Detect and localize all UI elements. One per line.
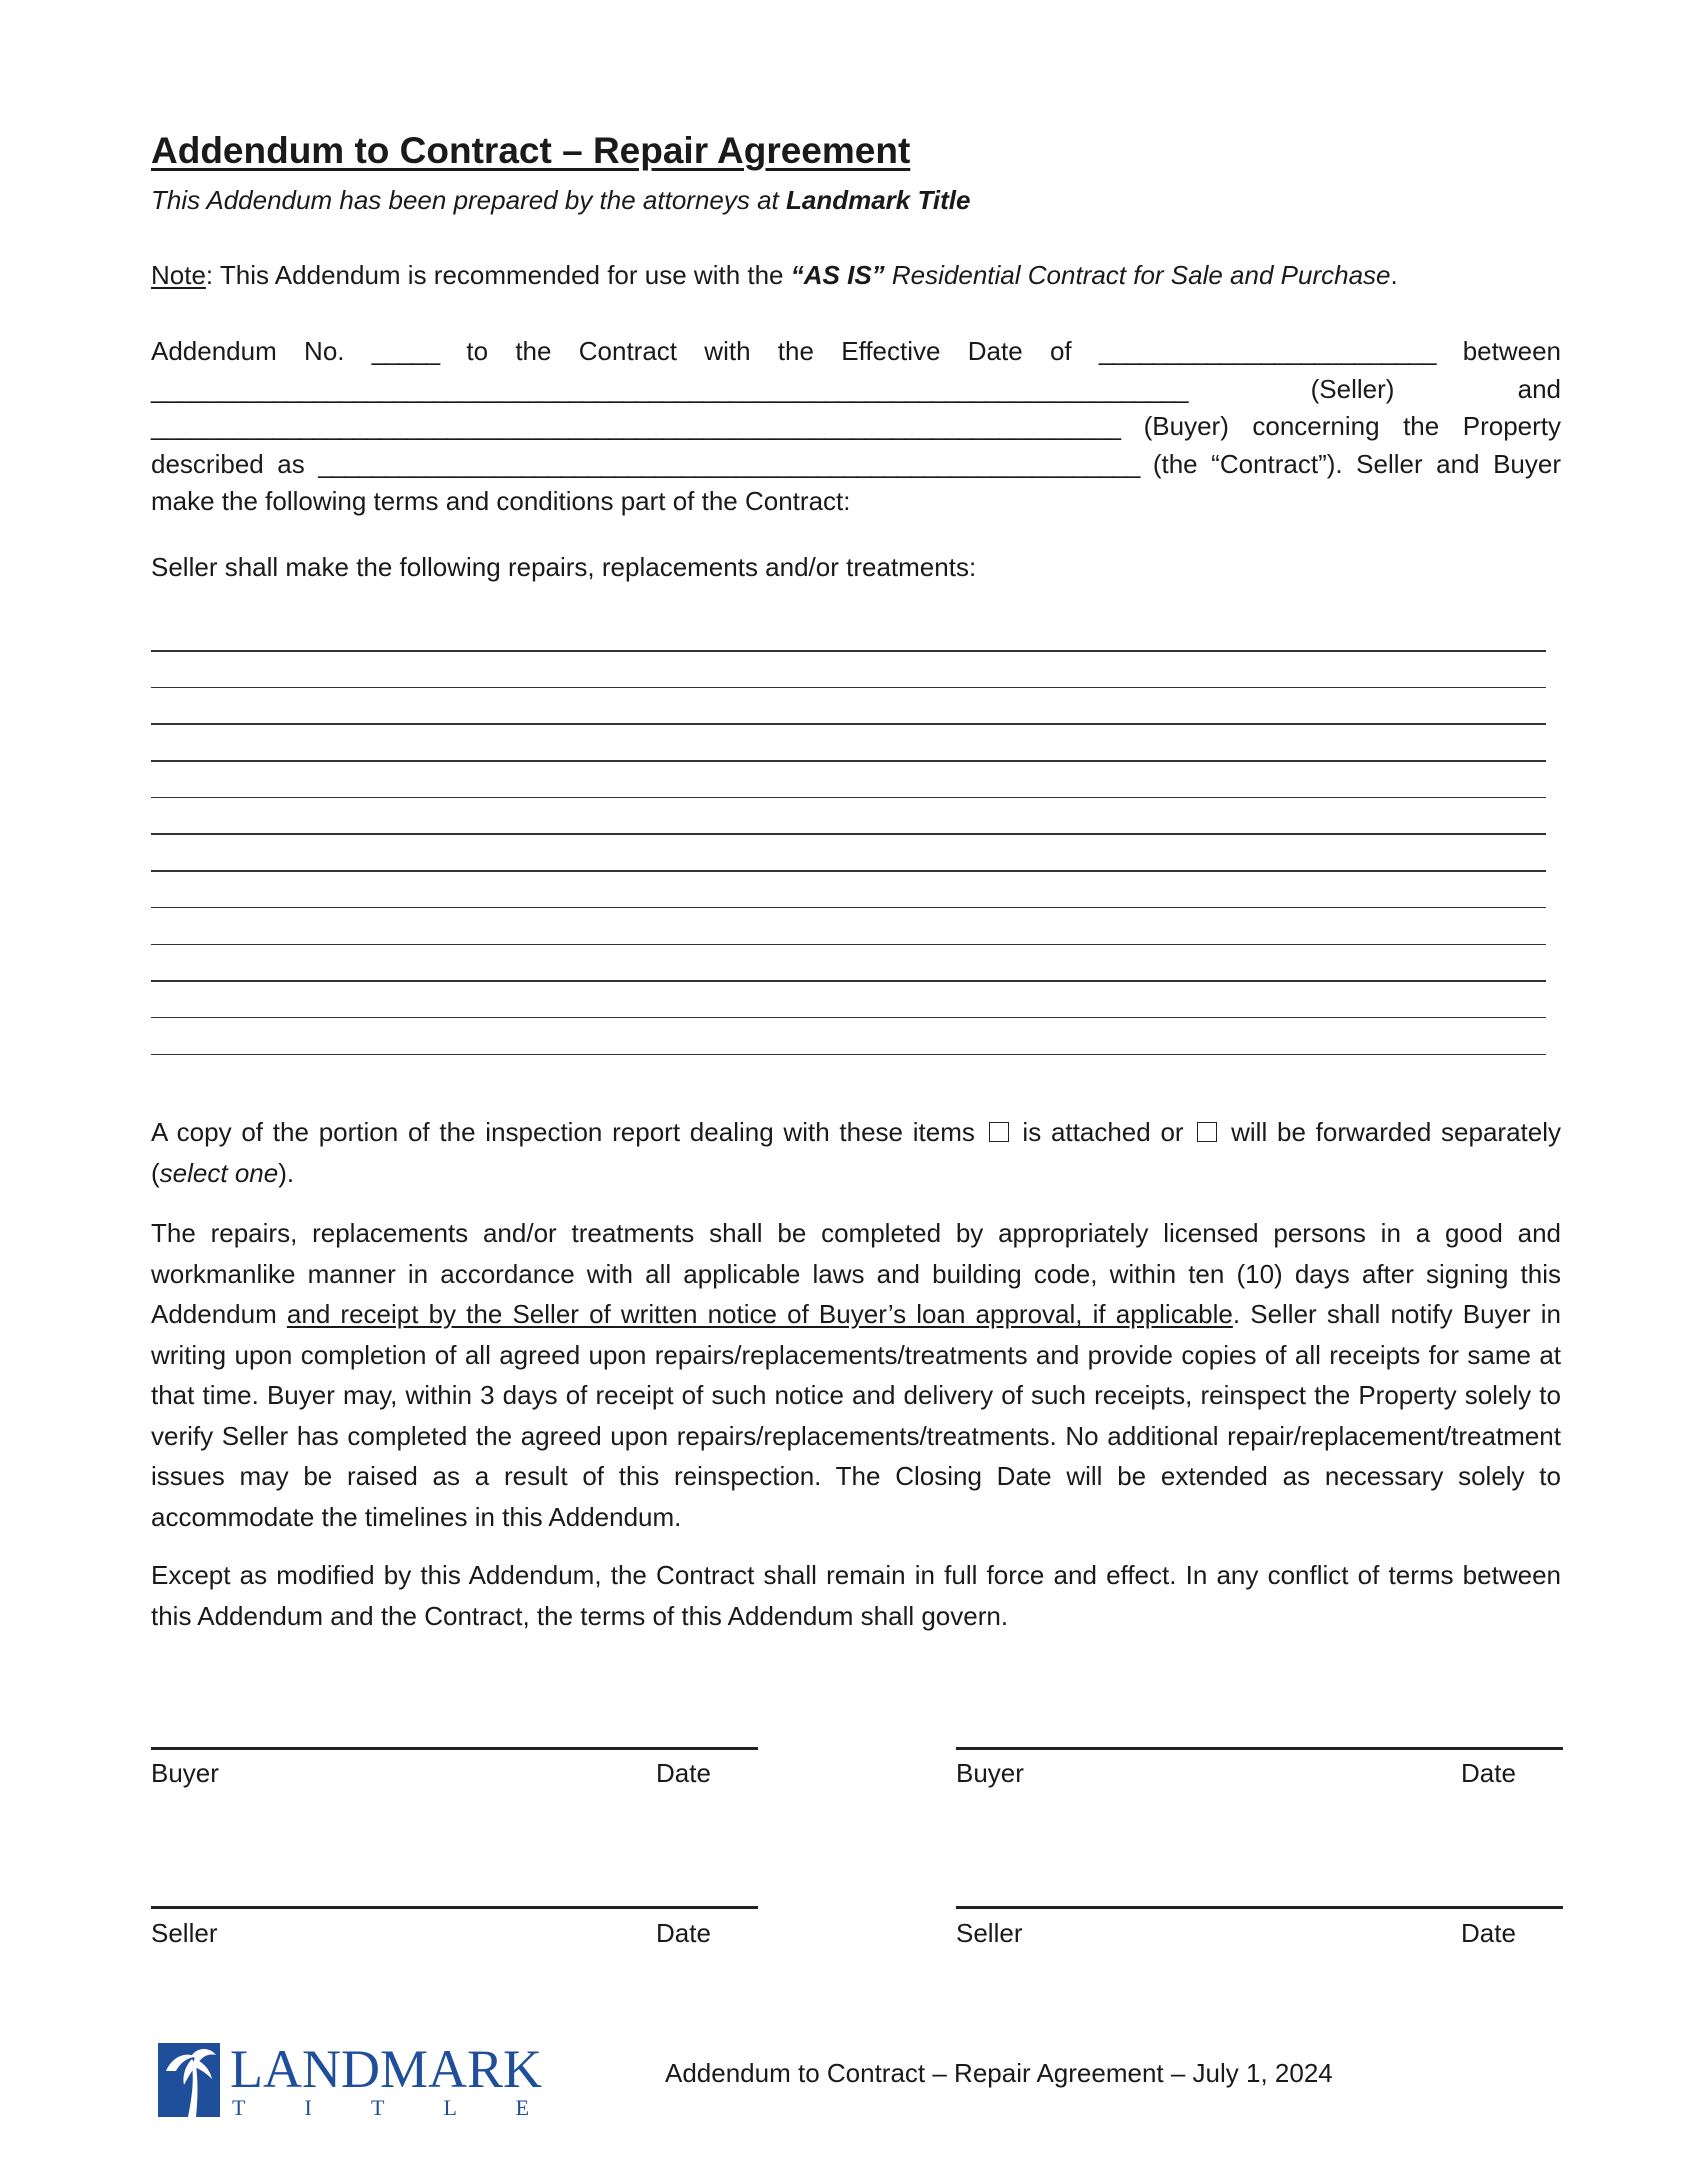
select-one-label: select one	[159, 1158, 279, 1188]
note-label: Note	[151, 260, 206, 290]
as-is-label: “AS IS”	[790, 260, 885, 290]
repair-line[interactable]	[151, 687, 1546, 689]
intro-text: Addendum No.	[151, 336, 372, 366]
contract-name: Residential Contract for Sale and Purchase	[884, 260, 1391, 290]
note-end: .	[1390, 260, 1398, 290]
repair-line[interactable]	[151, 760, 1546, 762]
repairs-heading: Seller shall make the following repairs, replacements and/or treatments:	[151, 552, 977, 582]
buyer-label-2: Buyer	[956, 1758, 1024, 1788]
seller-label-1: Seller	[151, 1918, 218, 1948]
logo-sub: T I T L E	[232, 2095, 557, 2117]
loan-approval-clause: and receipt by the Seller of written notice of Buyer’s loan approval, if applicable	[286, 1299, 1233, 1329]
date-label: Date	[656, 1758, 711, 1788]
repair-line[interactable]	[151, 1017, 1546, 1019]
repairs-paragraph	[151, 1213, 1561, 1537]
date-label: Date	[1461, 1918, 1516, 1948]
logo-name: LANDMARK	[230, 2039, 543, 2099]
repair-line[interactable]	[151, 980, 1546, 982]
repair-line[interactable]	[151, 650, 1546, 652]
note	[151, 260, 1398, 291]
firm-name: Landmark Title	[786, 185, 971, 215]
note-text: : This Addendum is recommended for use with the	[205, 260, 791, 290]
landmark-title-logo	[158, 2035, 563, 2117]
subtitle	[151, 185, 970, 216]
repair-line[interactable]	[151, 833, 1546, 835]
date-label: Date	[1461, 1758, 1516, 1788]
repair-line[interactable]	[151, 944, 1546, 946]
buyer-label-1: Buyer	[151, 1758, 219, 1788]
buyer-signature-line-2[interactable]	[956, 1747, 1563, 1750]
footer: Addendum to Contract – Repair Agreement – July 1, 2024	[665, 2058, 1333, 2088]
intro-text: (Seller) and	[1187, 373, 1561, 404]
subtitle-prefix: This Addendum has been prepared by the attorneys at	[151, 185, 786, 215]
seller-label-2: Seller	[956, 1918, 1023, 1948]
repair-line[interactable]	[151, 907, 1546, 909]
date-label: Date	[656, 1918, 711, 1948]
copy-text: A copy of the portion of the inspection report dealing with these items	[151, 1117, 985, 1147]
repair-line[interactable]	[151, 1054, 1546, 1056]
intro-text: (Buyer) concerning the Property described as	[151, 411, 1561, 479]
intro-text: between	[1435, 336, 1561, 366]
intro-text: (the “Contract”). Seller and Buyer make the following terms and conditions part of the Contract:	[151, 448, 1561, 516]
attached-label: is attached or	[1012, 1117, 1194, 1147]
forwarded-checkbox[interactable]	[1197, 1122, 1217, 1142]
repair-lines	[151, 650, 1546, 1090]
copy-clause	[151, 1112, 1561, 1194]
seller-signature-line-2[interactable]	[956, 1906, 1563, 1909]
addendum-number-field[interactable]: _____	[371, 336, 440, 366]
seller-name-field[interactable]: _____________________________________________________________________________	[151, 373, 1188, 404]
buyer-signature-line-1[interactable]	[151, 1747, 758, 1750]
repairs-text: The repairs, replacements and/or treatments shall be completed by appropriately licensed persons in a good and workmanlike manner in accordance with all applicable laws and building code, within ten (10) days after signing this Addendum	[151, 1218, 1561, 1329]
palm-tree-icon	[158, 2043, 220, 2117]
effective-date-field[interactable]: _________________________	[1098, 336, 1436, 366]
intro-text: to the Contract with the Effective Date of	[439, 336, 1099, 366]
seller-signature-line-1[interactable]	[151, 1906, 758, 1909]
repair-line[interactable]	[151, 723, 1546, 725]
forwarded-label: will be forwarded separately (	[151, 1117, 1561, 1188]
copy-end: ).	[278, 1158, 295, 1188]
repairs-text: . Seller shall notify Buyer in writing upon completion of all agreed upon repairs/replacements/treatments and provide copies of all receipts for same at that time. Buyer may, within 3 days of receipt of such notice and delivery of such receipts, reinspect the Property solely to verify Seller has completed the agreed upon repairs/replacements/treatments. No additional repair/replacement/treatment issues may be raised as a result of this reinspection. The Closing Date will be extended as necessary solely to accommodate the timelines in this Addendum.	[151, 1299, 1562, 1532]
buyer-name-field[interactable]: ________________________________________________________________________	[151, 411, 1121, 441]
repair-line[interactable]	[151, 870, 1546, 872]
document-title: Addendum to Contract – Repair Agreement	[151, 130, 911, 171]
addendum-intro	[151, 333, 1561, 521]
attached-checkbox[interactable]	[989, 1122, 1009, 1142]
except-paragraph: Except as modified by this Addendum, the Contract shall remain in full force and effect. In any conflict of terms between this Addendum and the Contract, the terms of this Addendum shall govern.	[151, 1560, 1561, 1631]
repair-line[interactable]	[151, 797, 1546, 799]
property-description-field[interactable]: _____________________________________________________________	[318, 448, 1140, 479]
